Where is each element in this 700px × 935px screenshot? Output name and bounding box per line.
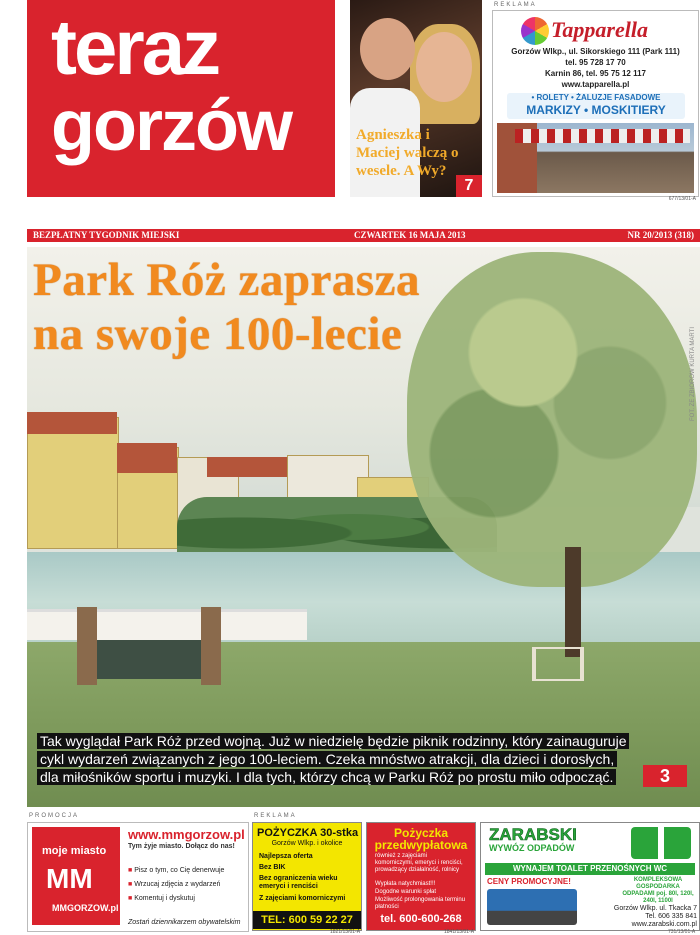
waste-bins-icon: [631, 827, 691, 859]
ad-item: Bez BIK: [259, 864, 286, 871]
ad-title: Pożyczka przedwypłatowa: [374, 826, 468, 852]
ad-item: Możliwość prolongowania terminu płatności: [375, 897, 466, 910]
mm-logo-text: moje miasto: [42, 845, 107, 857]
ad-code: 731/13/01-A: [668, 929, 696, 935]
date-bar: [27, 229, 700, 242]
hero-building: [27, 417, 119, 549]
ad-service-bar: WYNAJEM TOALET PRZENOŚNYCH WC: [485, 863, 695, 875]
teaser-photo-woman: [416, 32, 472, 102]
teaser-page-number: 7: [456, 175, 482, 197]
hero-bridge-pier: [77, 607, 97, 685]
ad-code: 1821/13/01-A: [330, 929, 361, 935]
mm-logo-icon: MM: [46, 863, 93, 894]
promo-item: ■ Wrzucaj zdjęcia z wydarzeń: [128, 881, 221, 888]
promo-item: ■ Pisz o tym, co Cię denerwuje: [128, 867, 225, 874]
ad-tapparella-box: [492, 10, 699, 202]
caption-line: Tak wyglądał Park Róż przed wojną. Już w niedzielę będzie piknik rodzinny, który zainauguruje: [37, 733, 629, 749]
mm-logo-site: MMGORZOW.pl: [52, 903, 119, 913]
ad-item: Wypłata natychmiast!!!: [375, 881, 436, 887]
hero-roof: [27, 412, 117, 434]
issue-number: NR 20/2013 (318): [627, 230, 694, 240]
paper-type: BEZPŁATNY TYGODNIK MIEJSKI: [33, 230, 180, 240]
issue-date: CZWARTEK 16 MAJA 2013: [354, 230, 466, 240]
photo-credit: FOT. ZE ZBIORÓW KURTA MARTI: [690, 327, 696, 422]
ad-phone-2: Karnin 86, tel. 95 75 12 117: [545, 69, 646, 78]
ad-item: Dogodne warunki spłat: [375, 889, 437, 895]
promo-label: PROMOCJA: [29, 813, 80, 819]
promo-tagline: Tym żyje miasto. Dołącz do nas!: [128, 843, 235, 850]
ad-title: ZARABSKI: [489, 825, 577, 844]
hero-caption: [37, 733, 637, 787]
hero-page-number: 3: [643, 765, 687, 787]
promo-mmgorzow[interactable]: [27, 822, 249, 932]
hero-big-tree: [407, 252, 697, 587]
promo-item: ■ Komentuj i dyskutuj: [128, 895, 195, 902]
hero-bridge: [27, 609, 307, 640]
truck-icon: [487, 889, 577, 925]
ad-pozyczka-30[interactable]: [252, 822, 362, 931]
ad-brand: Tapparella: [551, 17, 648, 42]
ad-item: Najlepsza oferta: [259, 853, 313, 860]
ad-item: również z zajęciami komorniczymi, emeryci i renciści, prowadzący działalność, rolnicy: [375, 853, 463, 873]
ad-website: www.tapparella.pl: [561, 80, 630, 89]
hero-tree-fence: [532, 647, 584, 681]
ad-code: 1841/13/01-A: [444, 929, 475, 935]
hero-bridge-pier: [201, 607, 221, 685]
hero-bridge-arch: [97, 639, 207, 679]
ad-address: Gorzów Wlkp., ul. Sikorskiego 111 (Park 111): [511, 47, 680, 56]
ad-service-desc: KOMPLEKSOWA GOSPODARKA ODPADAMI poj. 80l, 120l, 240l, 1100l: [622, 877, 694, 904]
hero-tree-trunk: [565, 547, 581, 657]
ad-products-2: MARKIZY • MOSKITIERY: [526, 103, 666, 117]
caption-line: cykl wydarzeń związanych z jego 100-leciem. Czeka mnóstwo atrakcji, dla dzieci i dorosłych,: [37, 751, 617, 767]
ad-label: REKLAMA: [494, 2, 537, 8]
ad-pozyczka-przedwyplatowa[interactable]: [366, 822, 476, 931]
ad-zarabski[interactable]: [480, 822, 700, 931]
ad-title: POŻYCZKA 30-stka: [257, 827, 359, 839]
headline-line1: Park Róż zaprasza: [33, 254, 421, 306]
ad-label: REKLAMA: [254, 813, 297, 819]
ad-phone: TEL: 600 59 22 27: [253, 911, 361, 929]
ad-subtitle: WYWÓZ ODPADÓW: [489, 843, 575, 853]
teaser-text: Agnieszka i Maciej walczą o wesele. A Wy?: [356, 127, 459, 179]
ad-photo-terrace: [497, 123, 694, 193]
teaser-box[interactable]: [350, 0, 482, 197]
promo-footer: Zostań dziennikarzem obywatelskim: [128, 919, 241, 926]
photo-awning: [515, 129, 690, 143]
ad-products-1: • ROLETY • ŻALUZJE FASADOWE: [531, 93, 661, 102]
ad-item: Bez ograniczenia wieku emeryci i renciści: [259, 875, 338, 890]
promo-site-link[interactable]: www.mmgorzow.pl: [128, 827, 245, 842]
ad-promo: CENY PROMOCYJNE!: [487, 877, 571, 886]
ad-tapparella[interactable]: [490, 0, 700, 200]
hero-roof: [117, 443, 177, 473]
ad-subtitle: Gorzów Wlkp. i okolice: [271, 840, 343, 847]
teaser-photo-man: [360, 18, 415, 80]
masthead-line2: gorzów: [51, 86, 291, 166]
hero-roof: [207, 457, 287, 477]
ad-phone-1: tel. 95 728 17 70: [565, 58, 626, 67]
ad-code: 677/13/01-A: [668, 196, 696, 202]
ad-address: Gorzów Wlkp. ul. Tkacka 7 Tel. 606 335 841 www.zarabski.com.pl: [613, 905, 697, 928]
caption-line: dla miłośników sportu i muzyki. I dla tych, którzy chcą w Parku Róż po prostu miło odpocząć.: [37, 769, 616, 785]
headline[interactable]: [33, 253, 420, 361]
mm-logo-box: [32, 827, 120, 925]
hero-image[interactable]: [27, 247, 700, 807]
masthead-logo[interactable]: [27, 0, 335, 197]
headline-line2: na swoje 100-lecie: [33, 308, 403, 360]
ad-phone: tel. 600-600-268: [380, 913, 462, 925]
ad-item: Z zajęciami komorniczymi: [259, 895, 346, 902]
masthead-line1: teraz: [51, 3, 219, 91]
tapparella-logo-icon: [521, 17, 549, 45]
ad-products-bar: [507, 93, 685, 119]
